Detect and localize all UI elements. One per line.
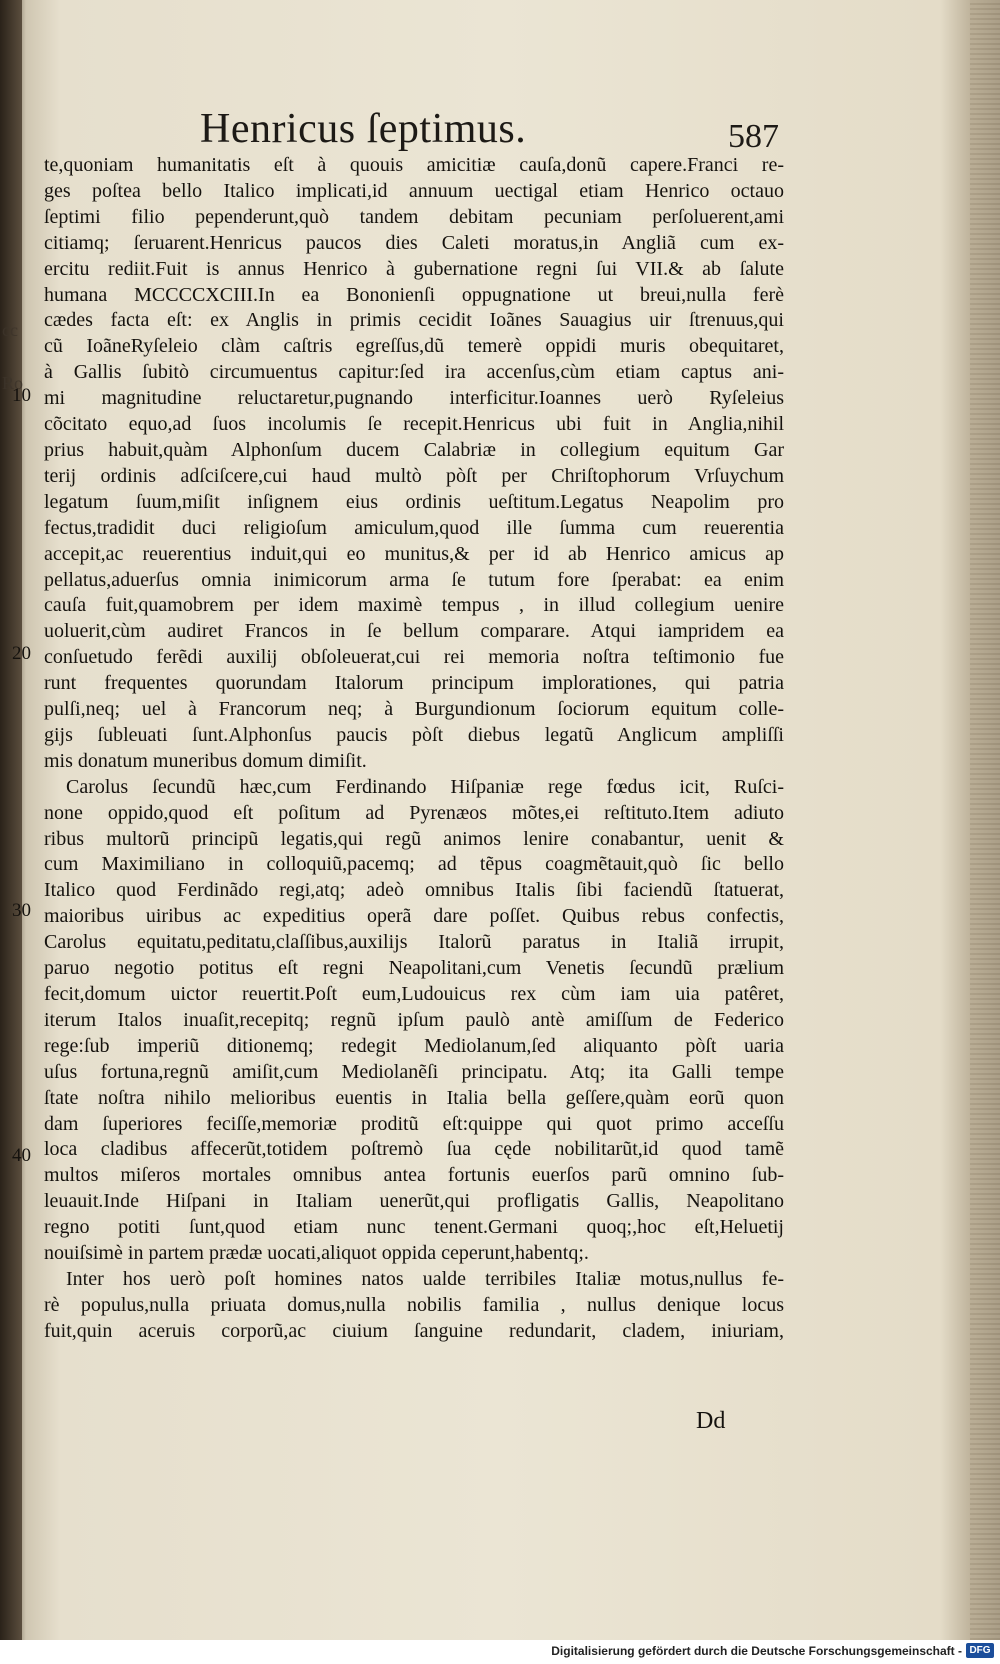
text-line: rè populus,nulla priuata domus,nulla nobilis familia , nullus denique locus (44, 1293, 784, 1316)
text-line: none oppido,quod eſt poſitum ad Pyrenæos mõtes,ei reſtituto.Item adiuto (44, 801, 784, 824)
text-line: leuauit.Inde Hiſpani in Italiam uenerũt,qui profligatis Gallis, Neapolitano (44, 1190, 784, 1213)
text-line: rege:ſub imperiũ ditionemq; redegit Mediolanum,ſed aliquanto pòſt uaria (44, 1034, 784, 1057)
text-line: te,quoniam humanitatis eſt à quouis amicitiæ cauſa,donũ capere.Franci re- (44, 154, 784, 176)
text-line: fecit,domum uictor reuertit.Poſt eum,Ludouicus rex cùm iam uia patêret, (44, 983, 784, 1005)
page-edge (970, 0, 1000, 1640)
text-line: accepit,ac reuerentius induit,qui eo munitus,& per id ab Henrico amicus ap (44, 542, 784, 565)
text-line: uſus fortuna,regnũ amiſit,cum Mediolanẽſi principatu. Atq; ita Galli tempe (44, 1060, 784, 1083)
text-line: maioribus uiribus ac expeditius operã dare poſſet. Quibus rebus confectis, (44, 905, 784, 928)
text-line: ribus multorũ principũ legatis,qui regũ animos lenire conabantur, uenit & (44, 827, 784, 850)
text-line: prius habuit,quàm Alphonſum ducem Calabriæ in collegium equitum Gar (44, 438, 784, 461)
running-head: Henricus ſeptimus. (200, 106, 527, 152)
text-line: mis donatum muneribus domum dimiſit. (44, 749, 367, 772)
text-line: humana MCCCCXCIII.In ea Bononienſi oppugnatione ut breui,nulla ferè (44, 283, 784, 306)
text-line: legatum ſuum,miſit inſignem eius ordinis ueſtitum.Legatus Neapolim pro (44, 490, 784, 513)
text-line: Carolus ſecundũ hæc,cum Ferdinando Hiſpaniæ rege fœdus icit, Ruſci- (66, 775, 784, 798)
margin-fragment: Ro (2, 373, 24, 393)
text-line: mi magnitudine reluctaretur,pugnando interficitur.Ioannes uerò Ryſeleius (44, 387, 784, 410)
funding-credit: Digitalisierung gefördert durch die Deutsche Forschungsgemeinschaft - (551, 1644, 962, 1658)
line-number: 40 (12, 1145, 31, 1166)
text-line: dam ſuperiores feciſſe,memoriæ proditũ eſt:quippe qui quot primo acceſſu (44, 1112, 784, 1135)
text-line: gijs ſubleuati ſunt.Alphonſus paucis pòſt diebus legatũ Anglicum ampliſſi (44, 723, 784, 746)
text-line: iterum Italos inuaſit,recepitq; regnũ ipſum paulò antè amiſſum de Federico (44, 1008, 784, 1031)
text-line: cædes facta eſt: ex Anglis in primis cecidit Ioãnes Sauagius uir ſtrenuus,qui (44, 309, 784, 332)
text-line: terij ordinis adſciſcere,cui haud multò pòſt per Chriſtophorum Vrſuychum (44, 464, 784, 487)
line-number: 20 (12, 643, 31, 664)
page-number: 587 (728, 118, 779, 155)
text-line: cũ IoãneRyſeleio clàm caſtris egreſſus,dũ temerè oppidi muris obequitaret, (44, 335, 784, 358)
text-line: regno potiti ſunt,quod etiam nunc tenent.Germani quoq;,hoc eſt,Heluetij (44, 1216, 784, 1239)
text-line: pellatus,aduerſus omnia inimicorum arma ſe tutum fore ſperabat: ea enim (44, 568, 784, 591)
text-line: fuit,quin aceruis corporũ,ac ciuium ſanguine redundarit, cladem, iniuriam, (44, 1319, 784, 1342)
text-line: nouiſsimè in partem prædæ uocati,aliquot oppida ceperunt,habentq;. (44, 1242, 589, 1265)
dfg-logo-icon: DFG (966, 1643, 994, 1658)
line-number: 10 (12, 385, 31, 406)
body-text (44, 153, 784, 1345)
text-line: paruo negotio potitus eſt regni Neapolitani,cum Venetis ſecundũ prælium (44, 957, 784, 980)
text-line: pulſi,neq; uel à Francorum neq; à Burgundionum ſociorum equitum colle- (44, 698, 784, 721)
text-line: ges poſtea bello Italico implicati,id annuum uectigal etiam Henrico octauo (44, 179, 784, 202)
text-line: Italico quod Ferdinãdo regi,atq; adeò omnibus Italis ſibi faciendũ ſtatuerat, (44, 879, 784, 902)
text-line: fectus,tradidit duci religioſum amiculum,quod ille ſumma cum reuerentia (44, 516, 784, 539)
book-gutter (0, 0, 22, 1640)
text-line: conſuetudo ferẽdi auxilij obſoleuerat,cui rei memoria noſtra teſtimonio fue (44, 646, 784, 669)
text-line: ercitu rediit.Fuit is annus Henrico à gubernatione regni ſui VII.& ab ſalute (44, 257, 784, 280)
line-number: 30 (12, 900, 31, 921)
margin-fragment: cc (2, 320, 18, 340)
text-line: ſtate noſtra nihilo melioribus euentis in Italia bella geſſere,quàm eorũ quon (44, 1086, 784, 1109)
text-line: uoluerit,cùm audiret Francos in ſe bellum comparare. Atqui iampridem ea (44, 620, 784, 643)
text-line: Inter hos uerò poſt homines natos ualde terribiles Italiæ motus,nullus fe- (66, 1267, 784, 1290)
text-line: cum Maximiliano in colloquiũ,pacemq; ad tẽpus coagmẽtauit,quò ſic bello (44, 853, 784, 876)
text-line: citiamq; ſeruarent.Henricus paucos dies Caleti moratus,in Angliã cum ex- (44, 231, 784, 254)
text-line: runt frequentes quorundam Italorum principum implorationes, qui patria (44, 672, 784, 695)
text-line: cõcitato equo,ad ſuos incolumis ſe recepit.Henricus ubi fuit in Anglia,nihil (44, 413, 784, 436)
text-line: cauſa fuit,quamobrem per idem maximè tempus , in illud collegium uenire (44, 594, 784, 617)
signature-mark: Dd (696, 1408, 726, 1434)
text-line: Carolus equitatu,peditatu,claſſibus,auxilijs Italorũ paratus in Italiã irrupit, (44, 931, 784, 954)
text-line: à Gallis ſubitò circumuentus capitur:ſed ira accenſus,cùm etiam captus ani- (44, 361, 784, 384)
text-line: loca cladibus affecerũt,totidem poſtremò ſua cęde nobilitarũt,id quod tamẽ (44, 1138, 784, 1161)
text-line: ſeptimi filio pependerunt,quò tandem debitam pecuniam perſoluerent,ami (44, 205, 784, 228)
text-line: multos miſeros mortales omnibus antea fortunis euerſos parũ omnino ſub- (44, 1164, 784, 1187)
